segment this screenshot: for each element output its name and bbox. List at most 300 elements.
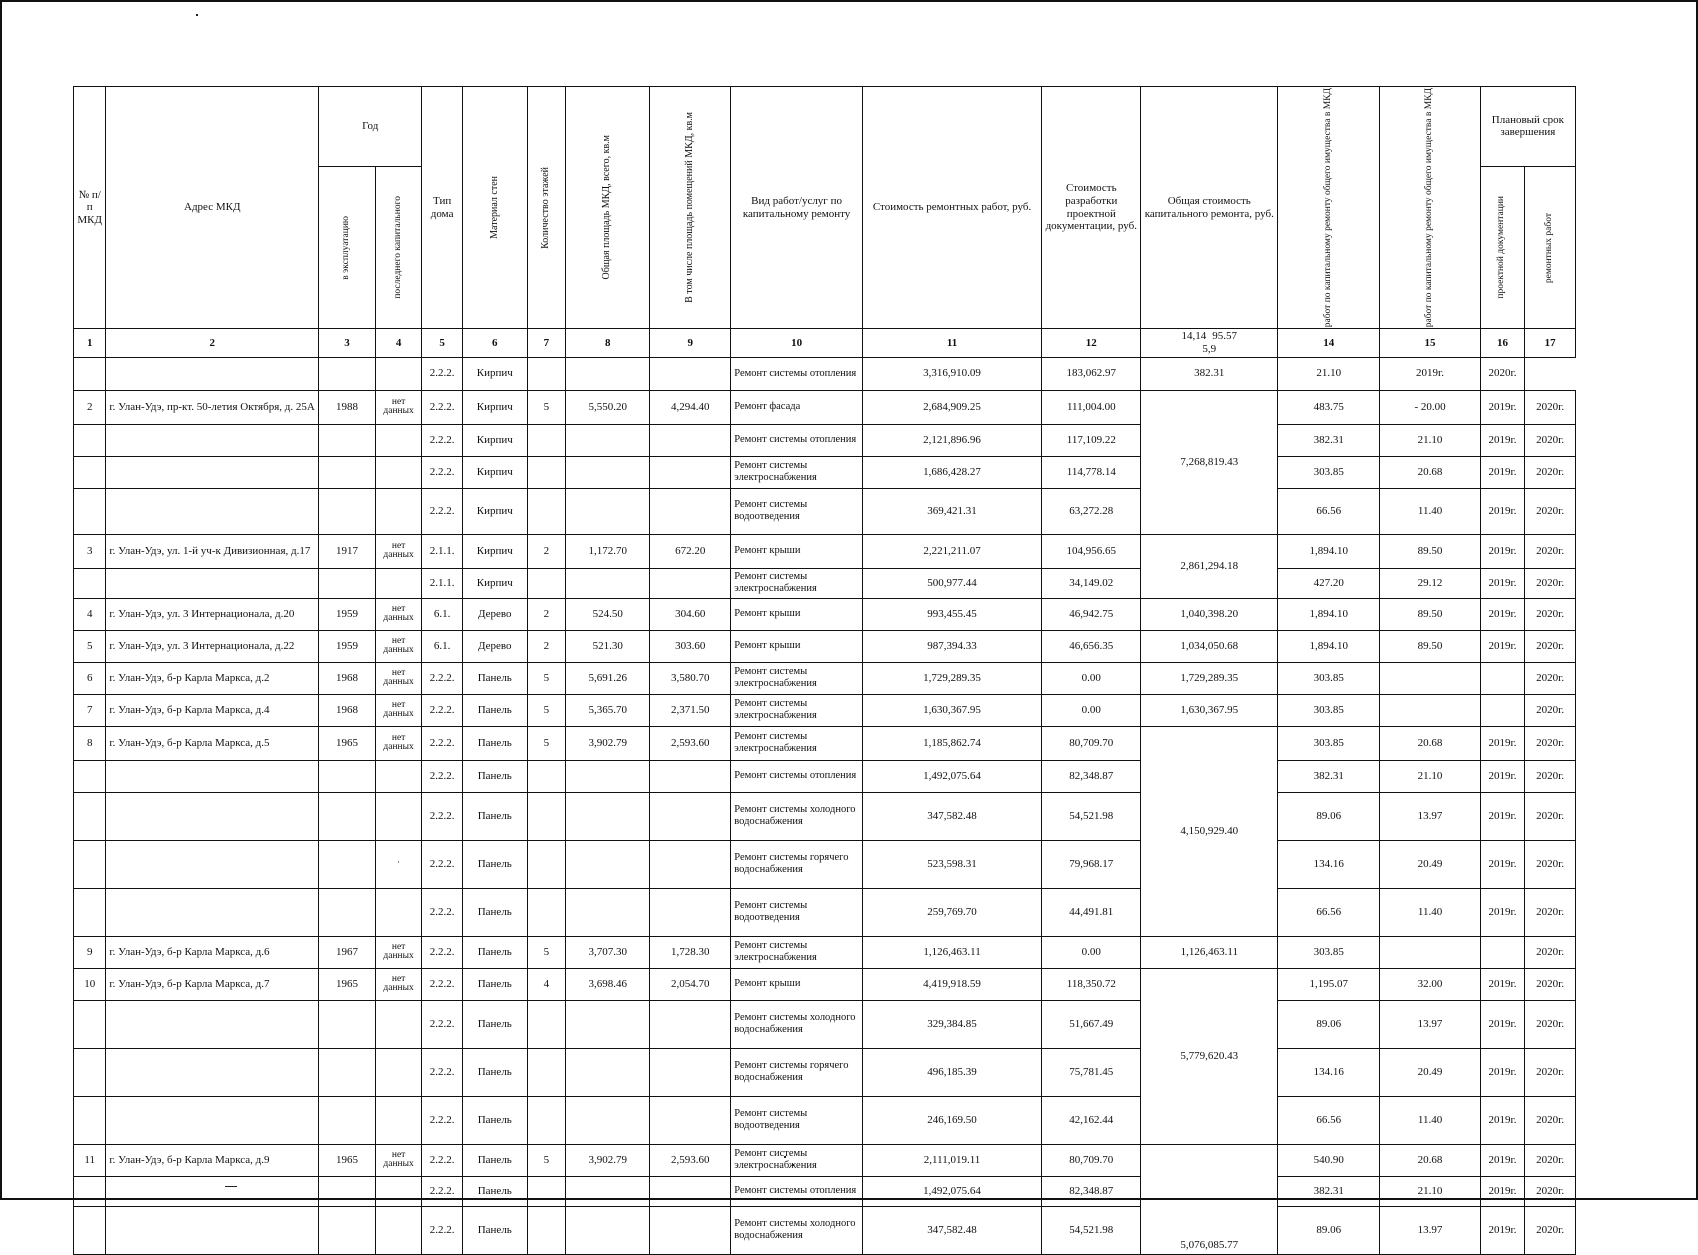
deadline-design-cell: 2019г. — [1480, 598, 1525, 630]
house-type-cell: 2.2.2. — [422, 888, 463, 936]
total-area-cell — [566, 792, 650, 840]
material-cell: Панель — [462, 760, 527, 792]
col-number: 7 — [527, 329, 565, 357]
total-area-cell: 3,698.46 — [566, 968, 650, 1000]
year-last-repair-cell: нет данных — [375, 390, 422, 424]
work-type-cell: Ремонт системы горячего водоснабжения — [731, 1048, 863, 1096]
work-type-cell: Ремонт системы отопления — [731, 357, 863, 390]
incl-area-cell — [650, 456, 731, 488]
col-number: 3 — [319, 329, 376, 357]
total-cost-cell: 2,861,294.18 — [1141, 534, 1278, 598]
floors-cell: 5 — [527, 936, 565, 968]
row-number: 2 — [74, 390, 106, 424]
year-commission-cell: 1965 — [319, 726, 376, 760]
year-commission-cell — [319, 568, 376, 598]
table-row — [74, 888, 1576, 936]
col-number: 12 — [1042, 329, 1141, 357]
incl-area-cell: 672.20 — [650, 534, 731, 568]
table-row — [74, 694, 1576, 726]
year-last-repair-cell: нет данных — [375, 968, 422, 1000]
incl-area-cell: 4,294.40 — [650, 390, 731, 424]
floors-cell — [527, 456, 565, 488]
total-cost-cell: 4,150,929.40 — [1141, 726, 1278, 936]
address-cell — [106, 1206, 319, 1254]
row-number: 7 — [74, 694, 106, 726]
repair-cost-cell: 1,492,075.64 — [862, 760, 1041, 792]
scan-speck — [196, 14, 198, 16]
year-last-repair-cell — [375, 760, 422, 792]
house-type-cell: 2.2.2. — [422, 968, 463, 1000]
row-number — [74, 888, 106, 936]
address-cell: г. Улан-Удэ, б-р Карла Маркса, д.6 — [106, 936, 319, 968]
address-cell: г. Улан-Удэ, пр-кт. 50-летия Октября, д. 25А — [106, 390, 319, 424]
col-year-commission-header: в эксплуатацию — [319, 166, 376, 328]
material-cell: Панель — [462, 936, 527, 968]
floors-cell — [527, 424, 565, 456]
floors-cell — [527, 792, 565, 840]
work-type-cell: Ремонт системы холодного водоснабжения — [731, 792, 863, 840]
design-cost-cell: 75,781.45 — [1042, 1048, 1141, 1096]
table-row — [74, 1176, 1576, 1206]
material-cell: Панель — [462, 888, 527, 936]
cost-per-m2-repair-cell: 382.31 — [1278, 1176, 1380, 1206]
year-last-repair-cell — [375, 357, 422, 390]
floors-cell — [527, 1176, 565, 1206]
cost-per-m2-design-cell: 20.68 — [1380, 726, 1480, 760]
col-number: 5 — [422, 329, 463, 357]
total-cost-cell: 1,126,463.11 — [1141, 936, 1278, 968]
design-cost-cell: 104,956.65 — [1042, 534, 1141, 568]
design-cost-cell: 46,656.35 — [1042, 630, 1141, 662]
house-type-cell: 2.2.2. — [422, 424, 463, 456]
col-total-cost-header: Общая стоимость капитального ремонта, руб. — [1141, 87, 1278, 329]
cost-per-m2-design-cell: 21.10 — [1380, 424, 1480, 456]
address-cell — [106, 840, 319, 888]
cost-per-m2-repair-cell: 89.06 — [1278, 792, 1380, 840]
deadline-repair-cell: 2020г. — [1525, 630, 1576, 662]
total-area-cell: 1,172.70 — [566, 534, 650, 568]
floors-cell — [527, 488, 565, 534]
address-cell — [106, 1176, 319, 1206]
design-cost-cell: 79,968.17 — [1042, 840, 1141, 888]
material-cell: Панель — [462, 726, 527, 760]
house-type-cell: 2.2.2. — [422, 1206, 463, 1254]
cost-per-m2-repair-cell: 483.75 — [1278, 390, 1380, 424]
repair-cost-cell: 1,729,289.35 — [862, 662, 1041, 694]
house-type-cell: 6.1. — [422, 598, 463, 630]
row-number — [74, 424, 106, 456]
year-commission-cell — [319, 424, 376, 456]
repair-cost-cell: 259,769.70 — [862, 888, 1041, 936]
col-repair-cost-header: Стоимость ремонтных работ, руб. — [862, 87, 1041, 329]
cost-per-m2-repair-cell: 382.31 — [1141, 357, 1278, 390]
row-number — [74, 456, 106, 488]
cost-per-m2-design-cell: 20.68 — [1380, 456, 1480, 488]
year-commission-cell: 1968 — [319, 694, 376, 726]
design-cost-cell: 80,709.70 — [1042, 1144, 1141, 1176]
design-cost-cell: 42,162.44 — [1042, 1096, 1141, 1144]
repair-cost-cell: 2,221,211.07 — [862, 534, 1041, 568]
cost-per-m2-design-cell: 20.68 — [1380, 1144, 1480, 1176]
work-type-cell: Ремонт системы отопления — [731, 424, 863, 456]
table-row — [74, 424, 1576, 456]
deadline-design-cell: 2019г. — [1480, 1000, 1525, 1048]
cost-per-m2-design-cell: 89.50 — [1380, 598, 1480, 630]
floors-cell — [527, 1048, 565, 1096]
year-last-repair-cell — [375, 424, 422, 456]
cost-per-m2-repair-cell: 134.16 — [1278, 840, 1380, 888]
col-number: 14 — [1278, 329, 1380, 357]
col-address-header: Адрес МКД — [106, 87, 319, 329]
material-cell: Панель — [462, 1048, 527, 1096]
deadline-repair-cell: 2020г. — [1525, 534, 1576, 568]
year-last-repair-cell — [375, 1048, 422, 1096]
total-area-cell: 521.30 — [566, 630, 650, 662]
deadline-design-cell: 2019г. — [1480, 1144, 1525, 1176]
material-cell: Панель — [462, 1176, 527, 1206]
design-cost-cell: 34,149.02 — [1042, 568, 1141, 598]
work-type-cell: Ремонт системы электроснабжения — [731, 456, 863, 488]
year-commission-cell: 1968 — [319, 662, 376, 694]
incl-area-cell — [650, 1000, 731, 1048]
deadline-repair-cell: 2020г. — [1525, 1176, 1576, 1206]
cost-per-m2-design-cell: 89.50 — [1380, 534, 1480, 568]
house-type-cell: 2.2.2. — [422, 1144, 463, 1176]
deadline-design-cell: 2019г. — [1480, 968, 1525, 1000]
material-cell: Панель — [462, 1206, 527, 1254]
cost-per-m2-repair-cell: 66.56 — [1278, 888, 1380, 936]
cost-per-m2-design-cell: 32.00 — [1380, 968, 1480, 1000]
year-commission-cell: 1965 — [319, 1144, 376, 1176]
material-cell: Панель — [462, 1144, 527, 1176]
year-last-repair-cell — [375, 1000, 422, 1048]
house-type-cell: 2.2.2. — [422, 760, 463, 792]
col-year-header: Год — [319, 87, 422, 167]
deadline-design-cell: 2019г. — [1480, 1096, 1525, 1144]
year-last-repair-cell: нет данных — [375, 630, 422, 662]
address-cell: г. Улан-Удэ, ул. 1-й уч-к Дивизионная, д.17 — [106, 534, 319, 568]
work-type-cell: Ремонт системы электроснабжения — [731, 568, 863, 598]
floors-cell: 2 — [527, 630, 565, 662]
table-row — [74, 792, 1576, 840]
incl-area-cell: 2,371.50 — [650, 694, 731, 726]
incl-area-cell: 2,593.60 — [650, 726, 731, 760]
table-row — [74, 936, 1576, 968]
column-numbers-row — [74, 329, 1576, 357]
design-cost-cell: 117,109.22 — [1042, 424, 1141, 456]
house-type-cell: 6.1. — [422, 630, 463, 662]
total-area-cell — [566, 840, 650, 888]
year-commission-cell — [319, 1096, 376, 1144]
work-type-cell: Ремонт системы холодного водоснабжения — [731, 1000, 863, 1048]
house-type-cell: 2.2.2. — [422, 456, 463, 488]
year-last-repair-cell — [375, 792, 422, 840]
deadline-repair-cell: 2020г. — [1525, 1000, 1576, 1048]
total-area-cell — [566, 1096, 650, 1144]
cost-per-m2-repair-cell: 303.85 — [1278, 936, 1380, 968]
col-incl-area-header: В том числе площадь помещений МКД, кв.м — [650, 87, 731, 329]
year-commission-cell — [319, 1206, 376, 1254]
col-floors-header: Количество этажей — [527, 87, 565, 329]
cost-per-m2-repair-cell: 382.31 — [1278, 760, 1380, 792]
year-last-repair-cell: · — [375, 840, 422, 888]
year-last-repair-cell: нет данных — [375, 726, 422, 760]
year-last-repair-cell — [375, 568, 422, 598]
row-number: 10 — [74, 968, 106, 1000]
incl-area-cell — [650, 357, 731, 390]
repair-cost-cell: 1,630,367.95 — [862, 694, 1041, 726]
material-cell: Кирпич — [462, 568, 527, 598]
cost-per-m2-design-cell: 21.10 — [1380, 760, 1480, 792]
repair-cost-cell: 347,582.48 — [862, 792, 1041, 840]
year-commission-cell — [319, 357, 376, 390]
house-type-cell: 2.2.2. — [422, 694, 463, 726]
floors-cell: 5 — [527, 390, 565, 424]
deadline-repair-cell: 2020г. — [1525, 760, 1576, 792]
table-row — [74, 760, 1576, 792]
row-number — [74, 1206, 106, 1254]
year-last-repair-cell — [375, 456, 422, 488]
year-commission-cell — [319, 456, 376, 488]
cost-per-m2-repair-cell: 540.90 — [1278, 1144, 1380, 1176]
address-cell — [106, 488, 319, 534]
year-last-repair-cell: нет данных — [375, 662, 422, 694]
incl-area-cell: 3,580.70 — [650, 662, 731, 694]
design-cost-cell: 82,348.87 — [1042, 1176, 1141, 1206]
material-cell: Кирпич — [462, 488, 527, 534]
table-row — [74, 598, 1576, 630]
col-year-last-repair-header: последнего капитального — [375, 166, 422, 328]
table-row — [74, 662, 1576, 694]
col-number: 8 — [566, 329, 650, 357]
house-type-cell: 2.2.2. — [422, 1000, 463, 1048]
table-row — [74, 1000, 1576, 1048]
deadline-repair-cell: 2020г. — [1525, 488, 1576, 534]
repair-cost-cell: 2,111,019.11 — [862, 1144, 1041, 1176]
cost-per-m2-repair-cell: 1,894.10 — [1278, 534, 1380, 568]
cost-per-m2-design-cell: 13.97 — [1380, 1000, 1480, 1048]
col-number: 9 — [650, 329, 731, 357]
address-cell — [106, 1000, 319, 1048]
deadline-design-cell: 2019г. — [1480, 534, 1525, 568]
repair-cost-cell: 987,394.33 — [862, 630, 1041, 662]
incl-area-cell: 304.60 — [650, 598, 731, 630]
house-type-cell: 2.2.2. — [422, 357, 463, 390]
year-commission-cell: 1965 — [319, 968, 376, 1000]
design-cost-cell: 44,491.81 — [1042, 888, 1141, 936]
col-number: 10 — [731, 329, 863, 357]
material-cell: Кирпич — [462, 534, 527, 568]
repair-cost-cell: 496,185.39 — [862, 1048, 1041, 1096]
address-cell: г. Улан-Удэ, б-р Карла Маркса, д.9 — [106, 1144, 319, 1176]
work-type-cell: Ремонт системы электроснабжения — [731, 936, 863, 968]
material-cell: Кирпич — [462, 456, 527, 488]
incl-area-cell: 2,054.70 — [650, 968, 731, 1000]
work-type-cell: Ремонт системы холодного водоснабжения — [731, 1206, 863, 1254]
row-number: 11 — [74, 1144, 106, 1176]
work-type-cell: Ремонт системы горячего водоснабжения — [731, 840, 863, 888]
floors-cell — [527, 1206, 565, 1254]
floors-cell — [527, 760, 565, 792]
incl-area-cell — [650, 568, 731, 598]
row-number — [74, 357, 106, 390]
deadline-repair-cell: 2020г. — [1525, 1048, 1576, 1096]
cost-per-m2-design-cell: 13.97 — [1380, 1206, 1480, 1254]
address-cell: г. Улан-Удэ, ул. 3 Интернационала, д.22 — [106, 630, 319, 662]
repair-cost-cell: 1,126,463.11 — [862, 936, 1041, 968]
deadline-repair-cell: 2020г. — [1525, 694, 1576, 726]
total-area-cell — [566, 1000, 650, 1048]
table-row — [74, 630, 1576, 662]
year-commission-cell: 1959 — [319, 630, 376, 662]
deadline-repair-cell: 2020г. — [1525, 568, 1576, 598]
floors-cell: 5 — [527, 662, 565, 694]
total-area-cell: 3,707.30 — [566, 936, 650, 968]
material-cell: Панель — [462, 1000, 527, 1048]
col-deadline-header: Плановый срок завершения — [1480, 87, 1575, 167]
table-row — [74, 726, 1576, 760]
col-number: 17 — [1525, 329, 1576, 357]
cost-per-m2-repair-cell: 134.16 — [1278, 1048, 1380, 1096]
deadline-repair-cell: 2020г. — [1525, 840, 1576, 888]
deadline-repair-cell: 2020г. — [1525, 726, 1576, 760]
deadline-design-cell: 2019г. — [1480, 424, 1525, 456]
col-number: 4 — [375, 329, 422, 357]
floors-cell — [527, 840, 565, 888]
col-number: 2 — [106, 329, 319, 357]
house-type-cell: 2.1.1. — [422, 568, 463, 598]
address-cell — [106, 888, 319, 936]
row-number — [74, 1048, 106, 1096]
table-row — [74, 968, 1576, 1000]
year-commission-cell — [319, 1176, 376, 1206]
address-cell: г. Улан-Удэ, б-р Карла Маркса, д.4 — [106, 694, 319, 726]
house-type-cell: 2.2.2. — [422, 726, 463, 760]
deadline-design-cell: 2019г. — [1480, 488, 1525, 534]
col-design-cost-header: Стоимость разработки проектной документации, руб. — [1042, 87, 1141, 329]
col-16-header: проектной документации — [1480, 166, 1525, 328]
material-cell: Панель — [462, 662, 527, 694]
year-commission-cell — [319, 792, 376, 840]
work-type-cell: Ремонт крыши — [731, 534, 863, 568]
total-area-cell: 5,550.20 — [566, 390, 650, 424]
design-cost-cell: 114,778.14 — [1042, 456, 1141, 488]
material-cell: Кирпич — [462, 424, 527, 456]
cost-per-m2-design-cell: 13.97 — [1380, 792, 1480, 840]
address-cell — [106, 792, 319, 840]
repair-cost-cell: 1,185,862.74 — [862, 726, 1041, 760]
work-type-cell: Ремонт системы электроснабжения — [731, 726, 863, 760]
work-type-cell: Ремонт системы водоотведения — [731, 488, 863, 534]
year-last-repair-cell: нет данных — [375, 1144, 422, 1176]
deadline-repair-cell: 2020г. — [1525, 792, 1576, 840]
total-area-cell — [566, 888, 650, 936]
col-number-13: 14,14 95.57 5,9 — [1141, 329, 1278, 357]
row-number — [74, 792, 106, 840]
total-cost-cell: 1,729,289.35 — [1141, 662, 1278, 694]
total-cost-cell: 1,040,398.20 — [1141, 598, 1278, 630]
address-cell — [106, 1096, 319, 1144]
design-cost-cell: 80,709.70 — [1042, 726, 1141, 760]
row-number: 4 — [74, 598, 106, 630]
incl-area-cell — [650, 1176, 731, 1206]
cost-per-m2-design-cell: 21.10 — [1380, 1176, 1480, 1206]
repair-cost-cell: 246,169.50 — [862, 1096, 1041, 1144]
col-total-area-header: Общая площадь МКД, всего, кв.м — [566, 87, 650, 329]
repair-plan-table — [73, 86, 1576, 1255]
total-cost-cell: 1,630,367.95 — [1141, 694, 1278, 726]
cost-per-m2-repair-cell: 1,894.10 — [1278, 630, 1380, 662]
cost-per-m2-repair-cell: 66.56 — [1278, 488, 1380, 534]
total-cost-cell: 5,779,620.43 — [1141, 968, 1278, 1144]
work-type-cell: Ремонт системы электроснабжения — [731, 1144, 863, 1176]
deadline-design-cell: 2019г. — [1480, 726, 1525, 760]
repair-cost-cell: 523,598.31 — [862, 840, 1041, 888]
material-cell: Панель — [462, 968, 527, 1000]
total-cost-cell: 7,268,819.43 — [1141, 390, 1278, 534]
design-cost-cell: 82,348.87 — [1042, 760, 1141, 792]
row-number: 5 — [74, 630, 106, 662]
cost-per-m2-repair-cell: 303.85 — [1278, 662, 1380, 694]
house-type-cell: 2.2.2. — [422, 662, 463, 694]
deadline-repair-cell: 2020г. — [1525, 936, 1576, 968]
deadline-design-cell: 2019г. — [1480, 568, 1525, 598]
total-area-cell — [566, 488, 650, 534]
cost-per-m2-design-cell: 11.40 — [1380, 1096, 1480, 1144]
deadline-repair-cell: 2020г. — [1525, 456, 1576, 488]
cost-per-m2-design-cell: 89.50 — [1380, 630, 1480, 662]
address-cell — [106, 568, 319, 598]
col-material-header: Материал стен — [462, 87, 527, 329]
year-last-repair-cell: нет данных — [375, 694, 422, 726]
deadline-design-cell: 2019г. — [1480, 390, 1525, 424]
deadline-design-cell — [1480, 936, 1525, 968]
house-type-cell: 2.2.2. — [422, 936, 463, 968]
incl-area-cell — [650, 424, 731, 456]
address-cell — [106, 424, 319, 456]
deadline-repair-cell: 2020г. — [1525, 968, 1576, 1000]
floors-cell — [527, 357, 565, 390]
floors-cell: 4 — [527, 968, 565, 1000]
year-commission-cell — [319, 1048, 376, 1096]
design-cost-cell: 54,521.98 — [1042, 792, 1141, 840]
cost-per-m2-repair-cell: 89.06 — [1278, 1000, 1380, 1048]
incl-area-cell — [650, 1048, 731, 1096]
total-area-cell: 5,691.26 — [566, 662, 650, 694]
deadline-design-cell: 2019г. — [1480, 630, 1525, 662]
table-row — [74, 568, 1576, 598]
year-commission-cell — [319, 840, 376, 888]
table-body — [74, 357, 1576, 1254]
repair-cost-cell: 369,421.31 — [862, 488, 1041, 534]
work-type-cell: Ремонт фасада — [731, 390, 863, 424]
cost-per-m2-repair-cell: 1,894.10 — [1278, 598, 1380, 630]
row-number — [74, 840, 106, 888]
year-commission-cell: 1959 — [319, 598, 376, 630]
cost-per-m2-design-cell — [1380, 662, 1480, 694]
cost-per-m2-repair-cell: 66.56 — [1278, 1096, 1380, 1144]
table-row — [74, 1048, 1576, 1096]
deadline-design-cell — [1480, 662, 1525, 694]
incl-area-cell — [650, 760, 731, 792]
house-type-cell: 2.2.2. — [422, 390, 463, 424]
floors-cell — [527, 888, 565, 936]
design-cost-cell: 111,004.00 — [1042, 390, 1141, 424]
deadline-design-cell: 2019г. — [1480, 760, 1525, 792]
address-cell — [106, 1048, 319, 1096]
house-type-cell: 2.2.2. — [422, 1096, 463, 1144]
year-last-repair-cell — [375, 1206, 422, 1254]
